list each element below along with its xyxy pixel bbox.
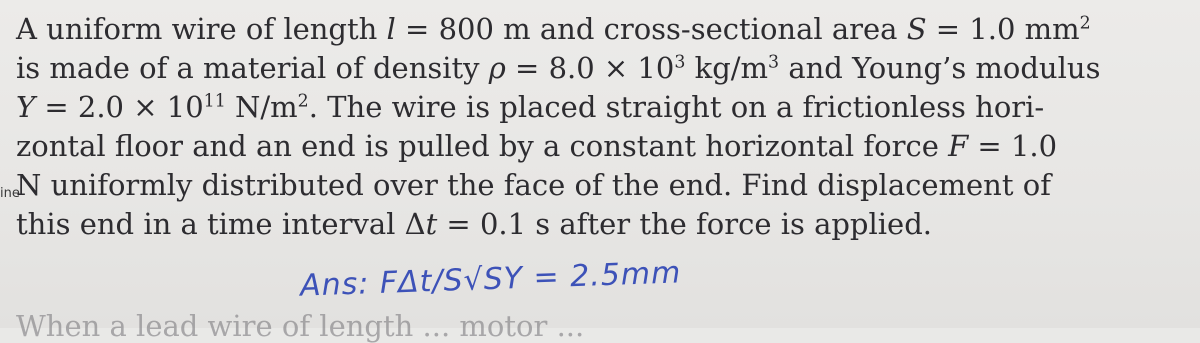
area-symbol: S — [906, 12, 927, 46]
handwritten-answer: Ans: FΔt/S√SY = 2.5mm — [299, 255, 682, 304]
problem-text — [16, 10, 1196, 244]
force-symbol: F — [948, 129, 969, 163]
problem-line-6: this end in a time interval Δt = 0.1 s after the force is applied. — [16, 207, 932, 241]
density-symbol: ρ — [488, 51, 506, 85]
problem-line-1: A uniform wire of length l = 800 m and cross-sectional area S = 1.0 $mm^2$ — [16, 12, 1091, 46]
problem-line-3: $Y = 2.0 \times 10^{11}$ $N/m^2$. The wire is placed straight on a frictionless hori- — [16, 90, 1045, 124]
youngs-modulus-symbol: Y — [16, 90, 36, 124]
cropped-next-line: When a lead wire of length ... motor ... — [16, 309, 585, 343]
margin-handwritten-mark: ine — [0, 186, 20, 201]
problem-line-4: zontal floor and an end is pulled by a constant horizontal force F = 1.0 — [16, 129, 1058, 163]
time-symbol: t — [425, 207, 438, 241]
length-symbol: l — [386, 12, 396, 46]
problem-line-2: is made of a material of density $\rho = 8.0 \times 10^3$ $kg/m^3$ and Young’s modulus — [16, 51, 1101, 85]
problem-line-5: N uniformly distributed over the face of the end. Find displacement of — [16, 168, 1051, 202]
